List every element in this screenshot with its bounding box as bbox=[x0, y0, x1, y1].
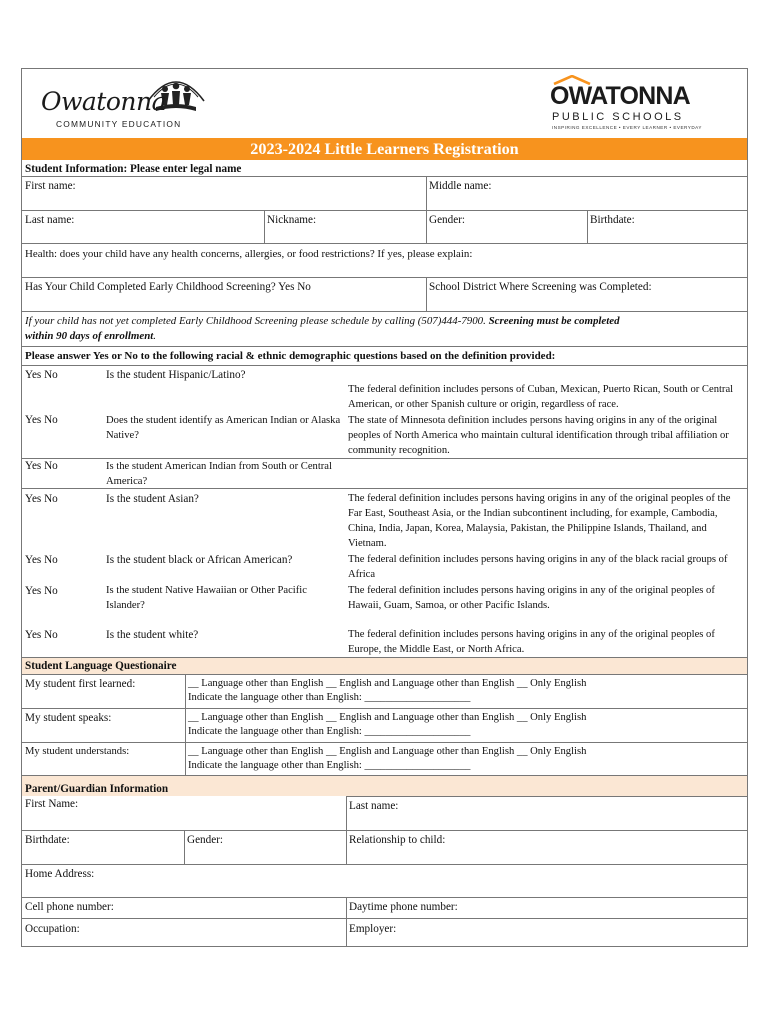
demographic-question: Is the student Hispanic/Latino? bbox=[106, 369, 246, 381]
gender-field[interactable]: Gender: bbox=[429, 214, 466, 226]
screening-note-period: . bbox=[153, 330, 157, 342]
demographic-definition: The federal definition includes persons having origins in any of the original peoples of Europe, the Middle East, or North Africa. bbox=[348, 629, 715, 655]
birthdate-field[interactable]: Birthdate: bbox=[590, 214, 635, 226]
language-speaks-label: My student speaks: bbox=[25, 712, 112, 724]
parent-first-name-field[interactable]: First Name: bbox=[25, 798, 79, 810]
last-name-field[interactable]: Last name: bbox=[25, 214, 75, 226]
health-field[interactable]: Health: does your child have any health concerns, allergies, or food restrictions? If yes, please explain: bbox=[25, 248, 473, 260]
yes-no-options[interactable]: Yes No bbox=[25, 585, 58, 597]
language-options[interactable]: __ Language other than English __ English and Language other than English __ Only English bbox=[188, 712, 587, 723]
owatonna-wordmark: OWATONNA bbox=[550, 82, 690, 110]
demographic-definition: The federal definition includes persons having origins in any of the original peoples of the Far East, Southeast Asia, or the Indian subcontinent including, for example, Cambodia, China, India, Japan, Korea, Malaysia, Pakistan, the Philippine Islands, Thailand, and Vietnam. bbox=[348, 493, 731, 549]
language-understands-label: My student understands: bbox=[25, 746, 130, 757]
public-schools-text: PUBLIC SCHOOLS bbox=[552, 111, 684, 123]
employer-field[interactable]: Employer: bbox=[349, 923, 397, 935]
yes-no-options[interactable]: Yes No bbox=[25, 554, 58, 566]
daytime-phone-field[interactable]: Daytime phone number: bbox=[349, 901, 458, 913]
language-indicate-field[interactable]: Indicate the language other than English: ____________________ bbox=[188, 760, 471, 771]
demographic-question: Is the student white? bbox=[106, 629, 199, 641]
yes-no-options[interactable]: Yes No bbox=[25, 414, 58, 426]
demographics-heading: Please answer Yes or No to the following racial & ethnic demographic questions based on the definition provided: bbox=[25, 350, 556, 362]
occupation-field[interactable]: Occupation: bbox=[25, 923, 80, 935]
screening-district-field[interactable]: School District Where Screening was Completed: bbox=[429, 281, 652, 293]
registration-form bbox=[21, 68, 748, 947]
screening-note bbox=[25, 314, 620, 328]
tagline-text: INSPIRING EXCELLENCE • EVERY LEARNER • EVERYDAY bbox=[552, 125, 702, 130]
yes-no-options[interactable]: Yes No bbox=[25, 493, 58, 505]
student-info-heading: Student Information: Please enter legal name bbox=[25, 163, 242, 175]
screening-note-bold: Screening must be completed bbox=[488, 315, 620, 327]
demographic-question: Is the student Asian? bbox=[106, 493, 199, 505]
demographic-definition: The state of Minnesota definition includes persons having origins in any of the original peoples of North America who maintain cultural identification through tribal affiliation or community recognition. bbox=[348, 415, 729, 456]
language-heading: Student Language Questionaire bbox=[25, 660, 177, 672]
community-education-text: COMMUNITY EDUCATION bbox=[56, 119, 182, 129]
home-address-field[interactable]: Home Address: bbox=[25, 868, 95, 880]
demographic-definition: The federal definition includes persons having origins in any of the black racial groups of Africa bbox=[348, 554, 728, 580]
owatonna-script-text: Owatonna bbox=[41, 87, 167, 116]
demographic-question: Is the student Native Hawaiian or Other Pacific Islander? bbox=[106, 585, 307, 611]
middle-name-field[interactable]: Middle name: bbox=[429, 180, 492, 192]
screening-note-line2 bbox=[25, 329, 156, 343]
nickname-field[interactable]: Nickname: bbox=[267, 214, 317, 226]
language-first-learned-label: My student first learned: bbox=[25, 678, 136, 690]
demographic-question: Is the student American Indian from South or Central America? bbox=[106, 461, 332, 487]
community-education-logo bbox=[40, 69, 210, 131]
parent-last-name-field[interactable]: Last name: bbox=[349, 800, 399, 812]
demographic-definition: The federal definition includes persons having origins in any of the original peoples of Hawaii, Guam, Samoa, or other Pacific Islands. bbox=[348, 585, 715, 611]
language-options[interactable]: __ Language other than English __ English and Language other than English __ Only English bbox=[188, 746, 587, 757]
screening-note-text: If your child has not yet completed Early Childhood Screening please schedule by calling (507)444-7900. bbox=[25, 315, 486, 327]
language-options[interactable]: __ Language other than English __ English and Language other than English __ Only English bbox=[188, 678, 587, 689]
form-title: 2023-2024 Little Learners Registration bbox=[22, 138, 747, 160]
screening-question[interactable]: Has Your Child Completed Early Childhood Screening? Yes No bbox=[25, 281, 311, 293]
screening-note-deadline: within 90 days of enrollment bbox=[25, 330, 154, 342]
cell-phone-field[interactable]: Cell phone number: bbox=[25, 901, 114, 913]
demographic-question: Is the student black or African American? bbox=[106, 554, 293, 566]
yes-no-options[interactable]: Yes No bbox=[25, 460, 58, 472]
parent-heading: Parent/Guardian Information bbox=[25, 783, 169, 795]
yes-no-options[interactable]: Yes No bbox=[25, 629, 58, 641]
demographic-definition: The federal definition includes persons of Cuban, Mexican, Puerto Rican, South or Central American, or other Spanish culture or origin, regardless of race. bbox=[348, 384, 734, 410]
first-name-field[interactable]: First name: bbox=[25, 180, 76, 192]
language-indicate-field[interactable]: Indicate the language other than English: ____________________ bbox=[188, 726, 471, 737]
parent-birthdate-field[interactable]: Birthdate: bbox=[25, 834, 70, 846]
yes-no-options[interactable]: Yes No bbox=[25, 369, 58, 381]
relationship-field[interactable]: Relationship to child: bbox=[349, 834, 446, 846]
demographic-question: Does the student identify as American Indian or Alaska Native? bbox=[106, 415, 341, 441]
parent-gender-field[interactable]: Gender: bbox=[187, 834, 224, 846]
owatonna-public-schools-logo bbox=[550, 81, 740, 133]
language-indicate-field[interactable]: Indicate the language other than English: ____________________ bbox=[188, 692, 471, 703]
